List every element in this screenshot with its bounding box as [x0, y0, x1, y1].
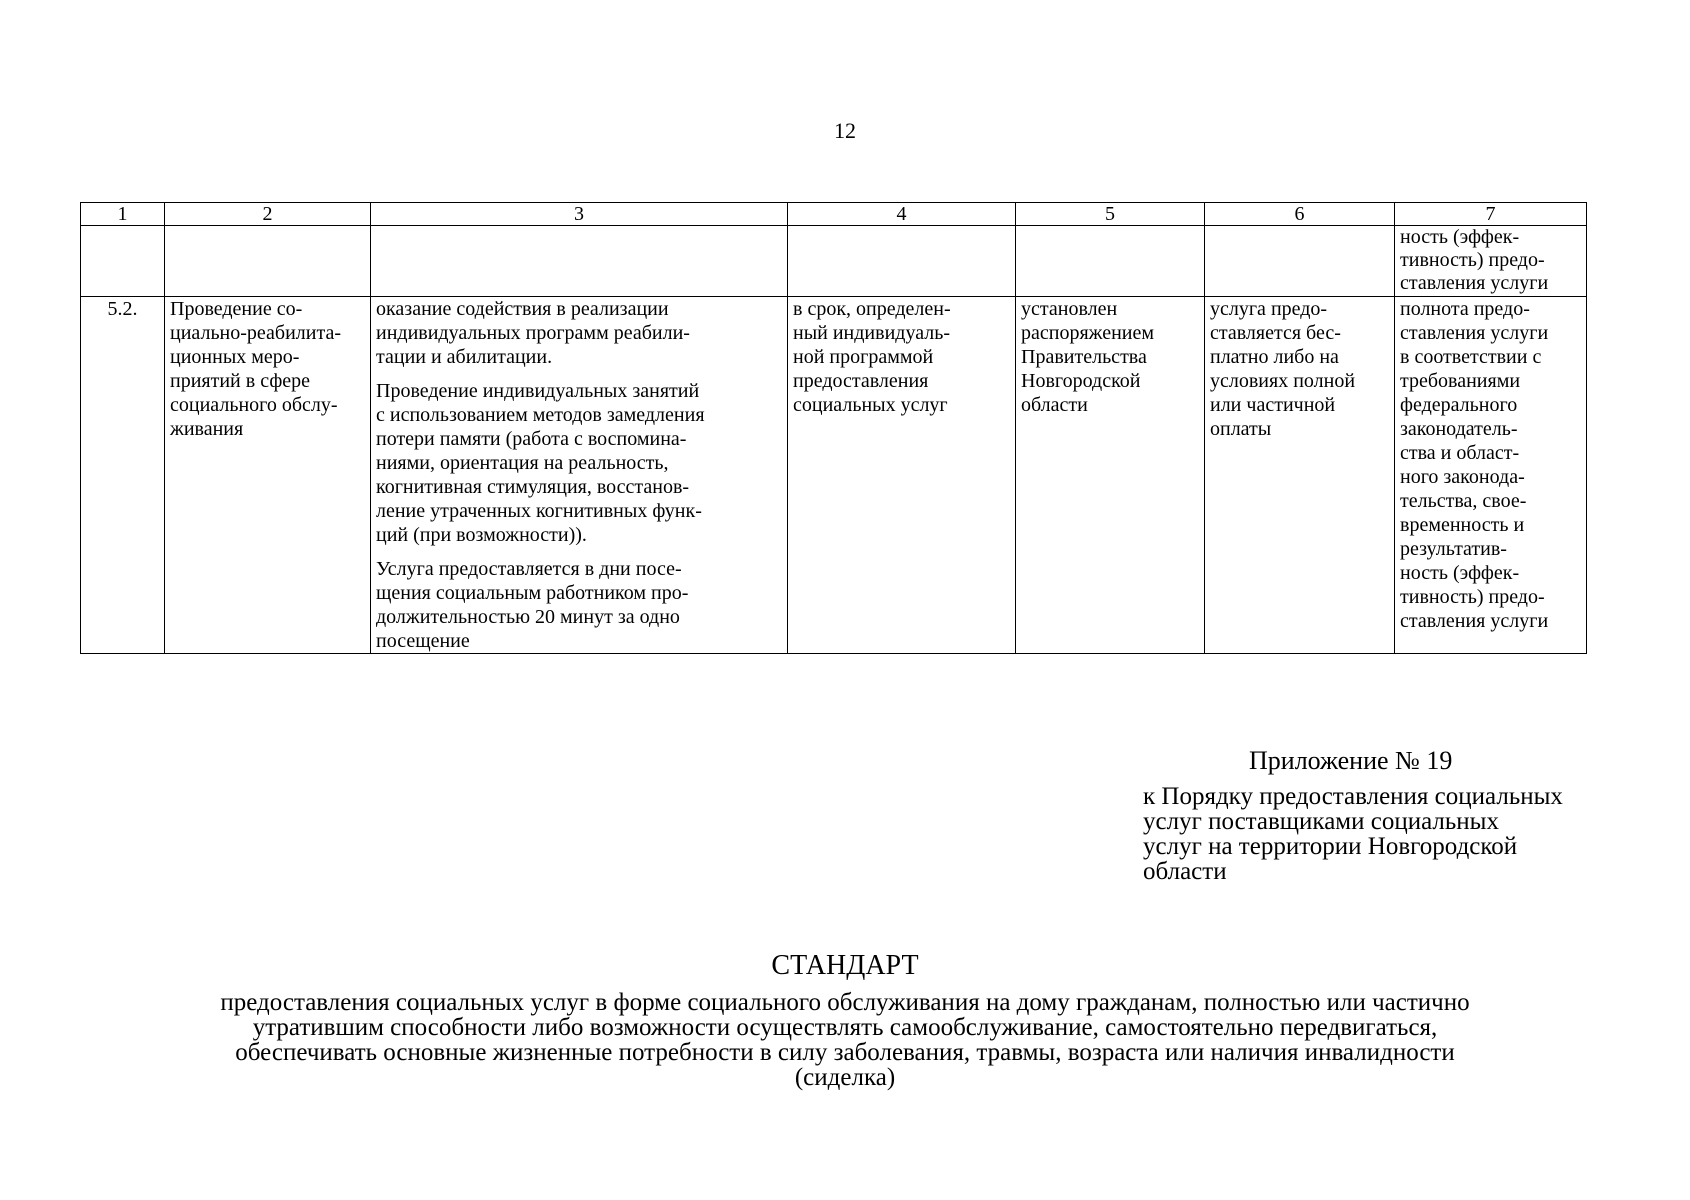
table-header-row	[81, 203, 1587, 226]
row-number: 5.2.	[81, 297, 165, 654]
cell-quality-continuation	[1395, 226, 1587, 297]
document-subtitle: предоставления социальных услуг в форме социального обслуживания на дому гражданам, полностью или частично утратившим способности либо возможности осуществлять самообслуживание, самостоятельно передвигаться, обеспечивать основные жизненные потребности в силу заболевания, травмы, возраста или наличия инвалидности (сиделка)	[220, 989, 1470, 1091]
cell-empty	[1016, 226, 1205, 297]
service-content	[371, 297, 788, 654]
content-paragraph: Проведение индивидуальных занятий с использованием методов замедления потери памяти (работа с воспомина- ниями, ориентация на реальность, когнитивная стимуляция, восстанов- ление утраченных когнитивных функ- ций (при возможности)).	[376, 380, 705, 546]
column-header-3: 3	[371, 203, 788, 226]
service-name: Проведение со- циально-реабилита- ционных меро- приятий в сфере социального обслу- живания	[165, 297, 371, 654]
cell-empty	[81, 226, 165, 297]
cell-empty	[371, 226, 788, 297]
page-number: 12	[834, 118, 856, 143]
content-paragraph: Услуга предоставляется в дни посе- щения социальным работником про- должительностью 20 минут за одно посещение	[376, 558, 689, 652]
column-header-6: 6	[1205, 203, 1395, 226]
cell-empty	[165, 226, 371, 297]
service-quality: полнота предо- ставления услуги в соответствии с требованиями федерального законодатель- ства и област- ного законода- тельства, свое- временность и результатив- ность (эффек- тивность) предо- ставления услуги	[1395, 297, 1587, 654]
column-header-1: 1	[81, 203, 165, 226]
service-tariff: установлен распоряжением Правительства Новгородской области	[1016, 297, 1205, 654]
table-row	[81, 297, 1587, 654]
annex-subtitle: к Порядку предоставления социальных услуг поставщиками социальных услуг на территории Новгородской области	[1143, 783, 1563, 885]
cell-empty	[1205, 226, 1395, 297]
column-header-2: 2	[165, 203, 371, 226]
cell-empty	[788, 226, 1016, 297]
services-table	[80, 202, 1587, 654]
column-header-5: 5	[1016, 203, 1205, 226]
annex-block	[1143, 746, 1573, 884]
service-payment: услуга предо- ставляется бес- платно либо на условиях полной или частичной оплаты	[1205, 297, 1395, 654]
content-paragraph: оказание содействия в реализации индивидуальных программ реабили- тации и абилитации.	[376, 298, 690, 368]
column-header-4: 4	[788, 203, 1016, 226]
column-header-7: 7	[1395, 203, 1587, 226]
annex-title: Приложение № 19	[1249, 746, 1453, 775]
quality-continuation-text: ность (эффек- тивность) предо- ставления услуги	[1400, 226, 1549, 294]
document-title: СТАНДАРТ	[771, 950, 919, 981]
service-term: в срок, определен- ный индивидуаль- ной программой предоставления социальных услуг	[788, 297, 1016, 654]
table-row-continuation	[81, 226, 1587, 297]
